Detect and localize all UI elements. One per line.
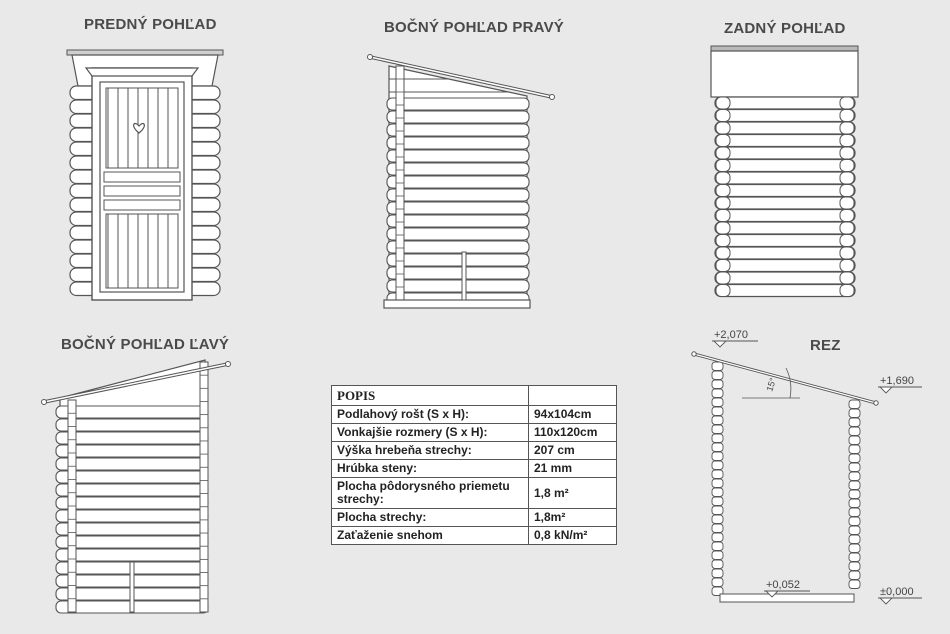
wall-log [387,137,529,149]
roof-end-cap [692,352,696,356]
corner-log [716,122,730,134]
table-row-label: Hrúbka steny: [332,460,529,478]
wall-log [387,98,529,110]
corner-log [840,260,854,272]
wall-log [387,254,529,266]
section-wall-log [712,515,723,524]
door-rail [104,186,180,196]
corner-log [716,247,730,259]
table-row-value: 207 cm [529,442,617,460]
section-wall-log [712,470,723,479]
corner-log [840,197,854,209]
corner-log [840,135,854,147]
section-wall-log [849,445,860,454]
title-left-side-view: BOČNÝ POHĽAD ĽAVÝ [61,336,230,353]
section-wall-log [712,425,723,434]
section-wall-log [849,454,860,463]
wall-log [715,210,855,222]
section-floor [720,594,854,602]
roof-angle-label: 15° [764,376,779,393]
wall-log [387,280,529,292]
corner-log [716,222,730,234]
wall-log [715,135,855,147]
wall-log [56,419,208,431]
section-wall-log [849,571,860,580]
section-wall-log [712,389,723,398]
wall-log [387,163,529,175]
wall-log [715,222,855,234]
back-view [711,46,858,297]
section-wall-log [712,551,723,560]
wall-log [715,260,855,272]
wall-log [56,432,208,444]
section-wall-log [849,481,860,490]
section-wall-log [712,407,723,416]
wall-log [715,235,855,247]
corner-log [716,172,730,184]
wall-log [56,484,208,496]
table-row-value: 0,8 kN/m² [529,527,617,545]
elevation-eave-label: +1,690 [880,375,914,387]
table-row [332,424,617,442]
wall-log [387,228,529,240]
wall-log [56,445,208,457]
corner-log [716,147,730,159]
wall-log [715,122,855,134]
section-wall-log [712,506,723,515]
elevation-ground-triangle [880,598,892,604]
table-title: POPIS [332,386,529,406]
roof-top-edge [711,46,858,51]
corner-log [716,272,730,284]
section-wall-log [849,580,860,589]
roof-end-cap [42,400,47,405]
wall-log [387,176,529,188]
wall-log [387,267,529,279]
table-row [332,509,617,527]
wall-log [56,549,208,561]
table-row-value: 1,8m² [529,509,617,527]
wall-log [387,150,529,162]
table-row-label: Podlahový rošt (S x H): [332,406,529,424]
wall-log [715,285,855,297]
section-wall-log [849,517,860,526]
table-row [332,460,617,478]
table-row [332,442,617,460]
corner-log [840,272,854,284]
corner-log [840,285,854,297]
corner-log [716,197,730,209]
wall-log [56,471,208,483]
title-section-view: REZ [810,337,841,354]
section-wall-log [712,452,723,461]
elevation-top-label: +2,070 [714,329,748,341]
corner-log [840,110,854,122]
door-post [462,252,466,300]
door-rail [104,172,180,182]
wall-log [715,272,855,284]
elevation-eave-triangle [880,387,892,393]
table-row-label: Výška hrebeňa strechy: [332,442,529,460]
front-view [67,50,223,300]
table-row-value: 110x120cm [529,424,617,442]
section-wall-log [849,400,860,409]
left-side-view [42,360,231,613]
title-front-view: PREDNÝ POHĽAD [84,16,217,33]
table-row-value: 21 mm [529,460,617,478]
section-wall-log [712,461,723,470]
wall-log [715,147,855,159]
corner-log [840,160,854,172]
section-wall-log [849,472,860,481]
wall-log [387,215,529,227]
corner-post [200,362,208,612]
corner-log [716,210,730,222]
section-wall-log [849,553,860,562]
roof-end-cap [226,362,231,367]
corner-log [840,185,854,197]
wall-log [715,160,855,172]
wall-log [715,185,855,197]
section-wall-log [849,436,860,445]
table-header-empty [529,386,617,406]
roof-end-cap [550,95,555,100]
title-back-view: ZADNÝ POHĽAD [724,20,846,37]
section-wall-log [712,398,723,407]
wall-log [387,124,529,136]
section-wall-log [849,544,860,553]
table-header-row [332,386,617,406]
section-wall-log [712,380,723,389]
corner-log [840,210,854,222]
wall-log [387,241,529,253]
description-table [331,385,617,545]
corner-log [840,172,854,184]
section-wall-log [712,479,723,488]
elevation-ground-label: ±0,000 [880,586,914,598]
corner-log [716,160,730,172]
door-post [130,562,134,612]
section-wall-log [849,409,860,418]
roof-edge [67,50,223,55]
elevation-floor-label: +0,052 [766,579,800,591]
section-wall-log [712,371,723,380]
wall-log [56,497,208,509]
wall-log [56,458,208,470]
corner-log [840,122,854,134]
wall-log [715,197,855,209]
wall-log [387,189,529,201]
section-wall-log [849,508,860,517]
door-rail [104,200,180,210]
section-wall-log [849,490,860,499]
corner-log [716,285,730,297]
table-row-label: Plocha strechy: [332,509,529,527]
corner-log [840,97,854,109]
section-wall-log [849,463,860,472]
section-wall-log [849,427,860,436]
corner-log [716,110,730,122]
floor-beam [384,300,530,308]
table-row-label: Zaťaženie snehom [332,527,529,545]
wall-log [56,406,208,418]
wall-log [56,536,208,548]
wall-log [715,110,855,122]
door-lintel [86,68,198,76]
table-row [332,527,617,545]
roof-end-cap [368,55,373,60]
corner-log [840,147,854,159]
section-wall-log [849,526,860,535]
section-wall-log [712,497,723,506]
corner-log [716,135,730,147]
angle-arc [786,368,791,398]
right-side-view [368,55,555,309]
section-wall-log [712,434,723,443]
corner-log [716,97,730,109]
section-wall-log [712,569,723,578]
section-wall-log [712,416,723,425]
title-right-side-view: BOČNÝ POHĽAD PRAVÝ [384,19,565,36]
wall-log [56,523,208,535]
section-wall-log [712,560,723,569]
section-wall-log [712,524,723,533]
section-wall-log [849,418,860,427]
wall-log [715,97,855,109]
section-wall-log [712,488,723,497]
section-wall-log [712,443,723,452]
corner-log [716,260,730,272]
corner-log [716,185,730,197]
table-row-label: Vonkajšie rozmery (S x H): [332,424,529,442]
table-row [332,478,617,509]
wall-log [387,111,529,123]
table-row-label: Plocha pôdorysného priemetu strechy: [332,478,529,509]
section-wall-log [712,533,723,542]
roof-end-cap [874,401,878,405]
table-row-value: 1,8 m² [529,478,617,509]
wall-log [715,172,855,184]
corner-log [840,247,854,259]
elevation-top-triangle [714,341,726,347]
corner-log [716,235,730,247]
table-row [332,406,617,424]
corner-log [840,222,854,234]
section-wall-log [712,578,723,587]
wall-log [387,202,529,214]
section-wall-log [712,362,723,371]
wall-log [715,247,855,259]
section-wall-log [712,542,723,551]
wall-log [56,510,208,522]
section-wall-log [849,562,860,571]
corner-log [840,235,854,247]
section-wall-log [849,535,860,544]
section-wall-log [849,499,860,508]
table-row-value: 94x104cm [529,406,617,424]
roof-panel [711,51,858,97]
